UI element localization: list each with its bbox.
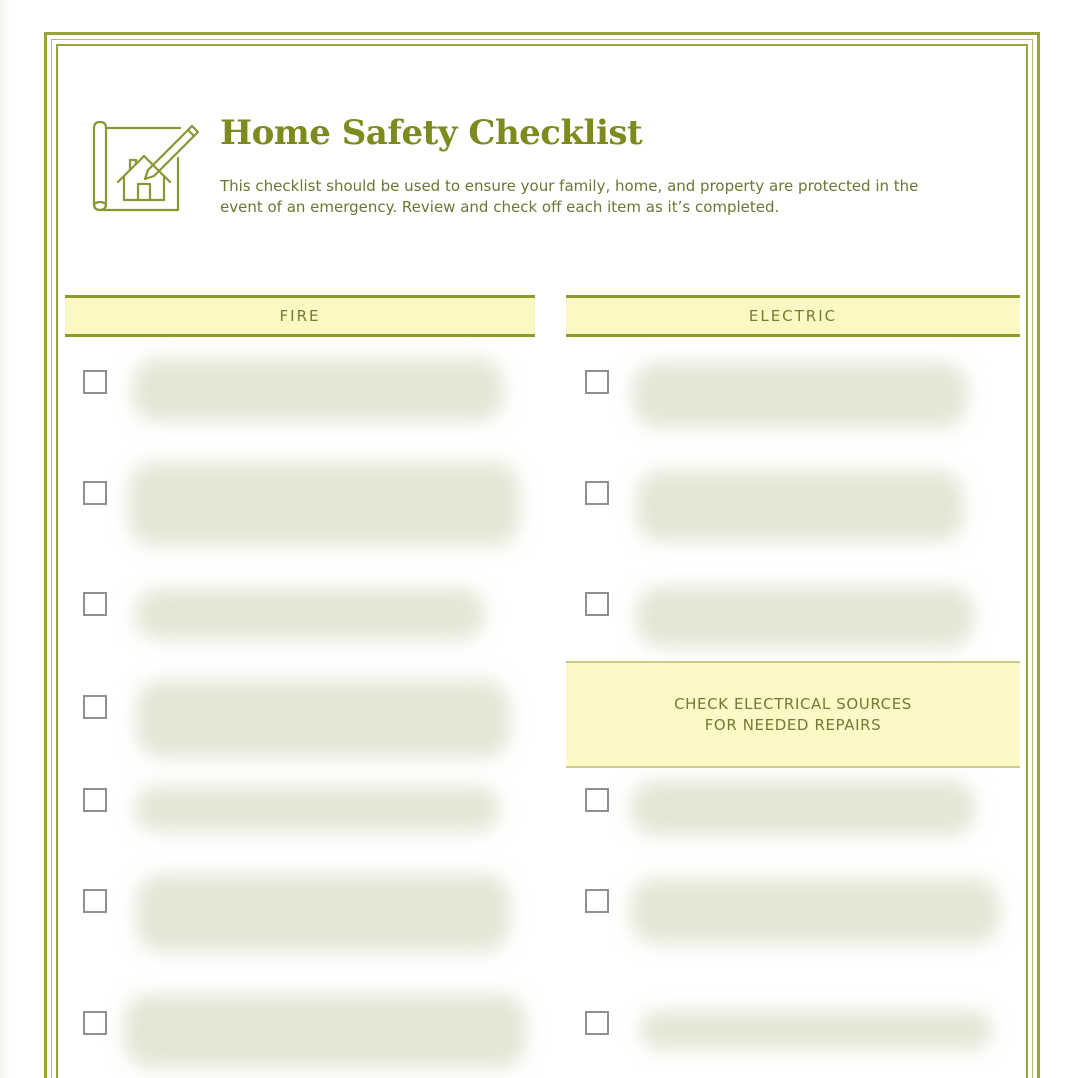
checkbox[interactable]: [585, 889, 609, 913]
blurred-item-text: [136, 874, 510, 952]
checkbox[interactable]: [585, 481, 609, 505]
blurred-item-text: [128, 462, 520, 546]
checkbox[interactable]: [585, 592, 609, 616]
section-header-fire: [65, 295, 535, 337]
blurred-item-text: [134, 588, 486, 640]
blurred-item-text: [136, 680, 510, 758]
callout-line-1: CHECK ELECTRICAL SOURCES: [674, 694, 912, 713]
page-edge-shadow: [0, 0, 10, 1078]
blurred-item-text: [640, 1010, 992, 1050]
blurred-item-text: [636, 470, 964, 542]
blurred-item-text: [124, 994, 526, 1068]
blurred-item-text: [630, 878, 1000, 944]
checkbox[interactable]: [83, 370, 107, 394]
blurred-item-text: [630, 780, 976, 836]
blurred-item-text: [632, 362, 968, 428]
electric-callout: [566, 661, 1020, 768]
section-title-electric: ELECTRIC: [748, 307, 838, 325]
checkbox[interactable]: [83, 1011, 107, 1035]
intro-text: [220, 176, 990, 218]
callout-line-2: FOR NEEDED REPAIRS: [704, 715, 882, 734]
callout-text: [674, 694, 912, 736]
intro-line-2: event of an emergency. Review and check off each item as it’s completed.: [220, 198, 780, 216]
checkbox[interactable]: [83, 695, 107, 719]
checkbox[interactable]: [585, 788, 609, 812]
section-header-electric: [566, 295, 1020, 337]
checkbox[interactable]: [83, 592, 107, 616]
section-title-fire: FIRE: [279, 307, 321, 325]
page-title: Home Safety Checklist: [220, 113, 643, 153]
blurred-item-text: [636, 586, 974, 648]
blurred-item-text: [132, 358, 504, 422]
intro-line-1: This checklist should be used to ensure your family, home, and property are protected in the: [220, 177, 919, 195]
checkbox[interactable]: [83, 889, 107, 913]
house-blueprint-pencil-icon: [88, 118, 208, 214]
blurred-item-text: [134, 786, 500, 832]
checkbox[interactable]: [83, 788, 107, 812]
checkbox[interactable]: [585, 370, 609, 394]
checkbox[interactable]: [83, 481, 107, 505]
checkbox[interactable]: [585, 1011, 609, 1035]
